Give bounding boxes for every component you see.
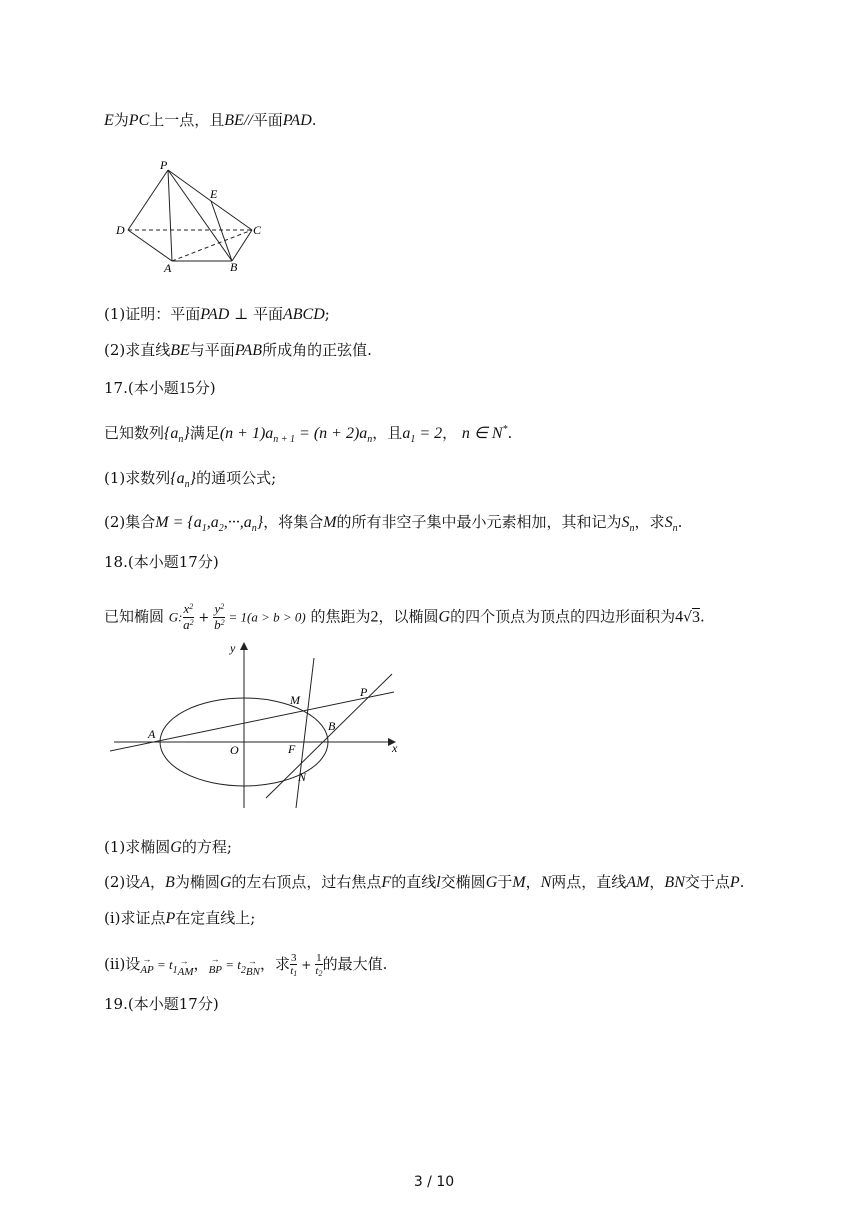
q18-sub-i bbox=[104, 908, 255, 929]
edge-PD bbox=[128, 170, 168, 230]
math-sub: n bbox=[178, 434, 184, 445]
math-sup: 2 bbox=[220, 602, 225, 611]
math-sub: n bbox=[251, 523, 257, 534]
text: ，以椭圆 bbox=[378, 607, 439, 626]
edge-PA bbox=[168, 170, 172, 261]
edge-EB bbox=[211, 201, 232, 261]
text: ; bbox=[324, 305, 330, 323]
text: . bbox=[700, 607, 705, 626]
math: G: bbox=[168, 609, 183, 625]
math-sup: 2 bbox=[189, 618, 194, 627]
fraction-1-t2 bbox=[315, 952, 323, 978]
math-sub: n + 1 bbox=[273, 434, 296, 445]
text: ，求 bbox=[634, 513, 665, 531]
math-var: ABCD bbox=[282, 306, 325, 323]
text: 的方程; bbox=[181, 838, 232, 856]
math: {a bbox=[170, 470, 185, 487]
text: 平面 bbox=[252, 305, 283, 323]
math: S bbox=[664, 514, 673, 531]
math-sub: 2 bbox=[218, 523, 224, 534]
text: (2)求直线 bbox=[104, 341, 171, 359]
sqrt-symbol: √ bbox=[683, 609, 693, 626]
text: (1)求椭圆 bbox=[104, 838, 171, 856]
math: b bbox=[214, 617, 221, 632]
text: (2)设 bbox=[104, 873, 141, 891]
text: 所成角的正弦值. bbox=[262, 341, 372, 359]
text: . bbox=[507, 424, 513, 442]
math: = 1(a > b > 0) bbox=[225, 609, 306, 625]
text: 已知椭圆 bbox=[104, 607, 165, 626]
q18-part2 bbox=[104, 872, 744, 893]
text: 于 bbox=[497, 873, 513, 891]
math-var: BE bbox=[170, 342, 190, 359]
math-var: F bbox=[381, 874, 392, 891]
math-sup: 2 bbox=[220, 618, 225, 627]
math: t bbox=[315, 965, 319, 977]
text: 已知数列 bbox=[104, 424, 165, 442]
math: t bbox=[290, 965, 294, 977]
text: ，求 bbox=[259, 955, 290, 973]
math: a bbox=[183, 617, 190, 632]
edge-PE bbox=[168, 170, 211, 201]
math-var: E bbox=[104, 112, 114, 129]
math: M = {a bbox=[155, 514, 202, 531]
text: 的最大值. bbox=[322, 955, 388, 973]
text: 的四个顶点为顶点的四边形面积为 bbox=[450, 607, 676, 626]
text: 交椭圆 bbox=[440, 873, 486, 891]
edge-PB bbox=[168, 170, 232, 261]
fraction-y2-b2 bbox=[213, 602, 225, 633]
ellipse-graph bbox=[110, 636, 410, 816]
math-sub: 2 bbox=[318, 969, 323, 978]
text: ，且 bbox=[372, 424, 403, 442]
math: {a bbox=[164, 425, 179, 442]
math: 4 bbox=[675, 608, 684, 626]
math-var: PAD bbox=[200, 306, 230, 323]
q16-part1 bbox=[104, 304, 330, 325]
vector-BP: → BP bbox=[209, 960, 222, 980]
label-A: A bbox=[164, 261, 172, 275]
text: 分) bbox=[197, 553, 219, 571]
math-sup: * bbox=[502, 424, 508, 435]
math: 2 bbox=[370, 608, 379, 626]
math-sub: n bbox=[367, 434, 373, 445]
text: . bbox=[739, 873, 745, 891]
text: 两点，直线 bbox=[551, 873, 627, 891]
math: S bbox=[621, 514, 630, 531]
math: n ∈ N bbox=[461, 425, 503, 442]
text: ， bbox=[525, 873, 541, 891]
math-var: BE// bbox=[224, 112, 253, 129]
text: 的通项公式; bbox=[196, 469, 277, 487]
math-sub: n bbox=[184, 479, 190, 490]
text: . bbox=[677, 513, 683, 531]
q19-header bbox=[104, 994, 219, 1014]
text: (1)求数列 bbox=[104, 469, 171, 487]
text: 17 bbox=[178, 553, 198, 571]
text: 18.(本小题 bbox=[104, 553, 179, 571]
math-var: M bbox=[512, 874, 526, 891]
math-var: PAB bbox=[234, 342, 263, 359]
text: 为椭圆 bbox=[174, 873, 220, 891]
text: ， bbox=[442, 424, 462, 442]
math: } bbox=[183, 425, 190, 442]
math-var: P bbox=[165, 910, 176, 927]
text: + bbox=[297, 958, 316, 972]
math: a bbox=[402, 425, 411, 442]
math-var: P bbox=[729, 874, 740, 891]
text: (ii)设 bbox=[104, 955, 141, 973]
line-BP bbox=[266, 674, 392, 798]
text: 平面 bbox=[252, 111, 283, 129]
text: ，将集合 bbox=[263, 513, 324, 531]
q17-part1 bbox=[104, 468, 276, 491]
text: ， bbox=[649, 873, 665, 891]
text: 的左右顶点，过右焦点 bbox=[231, 873, 382, 891]
fraction-x2-a2 bbox=[183, 602, 195, 633]
edge-BC bbox=[232, 230, 252, 261]
math-sub: 1 bbox=[293, 969, 298, 978]
math-var: G bbox=[219, 874, 232, 891]
math-var: PAD bbox=[282, 112, 312, 129]
pyramid-diagram bbox=[112, 158, 268, 276]
text: . bbox=[311, 111, 317, 129]
text: ⊥ bbox=[229, 305, 253, 323]
edge-EC bbox=[211, 201, 252, 230]
text: 交于点 bbox=[684, 873, 730, 891]
math-var: G bbox=[170, 839, 182, 856]
vector-AM: → AM bbox=[178, 962, 194, 982]
math: 3 bbox=[290, 952, 297, 964]
line-l bbox=[296, 658, 314, 808]
math: (n + 1)a bbox=[219, 425, 274, 442]
math: } bbox=[256, 514, 264, 531]
text: 的所有非空子集中最小元素相加，其和记为 bbox=[336, 513, 622, 531]
math: = 2 bbox=[415, 425, 443, 442]
math: y bbox=[214, 601, 221, 616]
math-sub: n bbox=[629, 523, 635, 534]
math: = t bbox=[222, 957, 241, 972]
text: 上一点，且 bbox=[149, 111, 225, 129]
vector-BN: → BN bbox=[246, 962, 260, 982]
label-y: y bbox=[230, 641, 236, 655]
math-var: G bbox=[485, 874, 498, 891]
edge-AC-dashed bbox=[172, 230, 252, 261]
math: x bbox=[183, 601, 190, 616]
text: (2)集合 bbox=[104, 513, 156, 531]
label-P: P bbox=[160, 158, 168, 172]
math-var: AM bbox=[626, 874, 650, 891]
math-var: M bbox=[323, 514, 337, 531]
text: 17.(本小题 bbox=[104, 379, 179, 397]
label-M: M bbox=[290, 693, 300, 707]
text: 在定直线上; bbox=[175, 909, 256, 927]
vector-AP: → AP bbox=[140, 960, 153, 980]
math-var: BN bbox=[664, 874, 685, 891]
math: 1 bbox=[316, 952, 322, 964]
math: ,a bbox=[206, 514, 219, 531]
text: 满足 bbox=[189, 424, 220, 442]
intro-line bbox=[104, 110, 317, 131]
math: = (n + 2)a bbox=[295, 425, 368, 442]
text: 的直线 bbox=[391, 873, 437, 891]
math-sub: 1 bbox=[201, 523, 207, 534]
math: ,···,a bbox=[223, 514, 252, 531]
text: ， bbox=[150, 873, 166, 891]
text: 19.(本小题 bbox=[104, 995, 179, 1013]
edge-DA bbox=[128, 230, 172, 261]
q18-sub-ii bbox=[104, 952, 387, 982]
math: 3 bbox=[692, 608, 701, 626]
math-sub: 2 bbox=[240, 965, 246, 976]
text: ， bbox=[193, 955, 209, 973]
q17-part2 bbox=[104, 512, 682, 535]
label-C: C bbox=[253, 223, 262, 237]
label-N: N bbox=[298, 770, 307, 784]
label-F: F bbox=[288, 742, 296, 756]
label-A: A bbox=[148, 727, 156, 741]
text: (1)证明：平面 bbox=[104, 305, 201, 323]
text: 的焦距为 bbox=[310, 607, 371, 626]
label-x: x bbox=[392, 741, 398, 755]
text: 分) bbox=[197, 995, 219, 1013]
text: 17 bbox=[178, 995, 198, 1013]
text: 为 bbox=[113, 111, 129, 129]
text: 分) bbox=[194, 379, 216, 397]
q16-part2 bbox=[104, 340, 372, 361]
label-P: P bbox=[360, 685, 368, 699]
label-B: B bbox=[328, 719, 336, 733]
q18-given: 已知椭圆 G: $\frac{x^2}{a^2}$ + $\frac{y^2}{b^2}$ = 1(a > b > 0) 的焦距为2，以椭圆G的四个顶点为顶点的四边形面积为4√3. bbox=[104, 601, 705, 632]
label-O: O bbox=[230, 743, 239, 757]
math-var: PC bbox=[128, 112, 150, 129]
math-sub: 1 bbox=[410, 434, 416, 445]
label-D: D bbox=[116, 223, 125, 237]
math-var: l bbox=[436, 874, 441, 891]
label-E: E bbox=[210, 187, 218, 201]
math: = t bbox=[153, 957, 173, 972]
math-var: B bbox=[165, 874, 175, 891]
q17-given bbox=[104, 423, 512, 446]
math-var: 15 bbox=[178, 380, 195, 397]
label-B: B bbox=[230, 260, 238, 274]
math-sub: n bbox=[672, 523, 678, 534]
q18-part1 bbox=[104, 837, 232, 858]
math-var: N bbox=[540, 874, 552, 891]
page-number: 3 / 10 bbox=[413, 1174, 455, 1190]
math-var: A bbox=[140, 874, 151, 891]
q18-header bbox=[104, 552, 219, 572]
text: 与平面 bbox=[189, 341, 235, 359]
text: (i)求证点 bbox=[104, 909, 166, 927]
math-sup: 2 bbox=[189, 602, 194, 611]
q17-header bbox=[104, 378, 216, 399]
math-var: G bbox=[438, 608, 451, 626]
math-sub: 1 bbox=[172, 965, 178, 976]
math: } bbox=[189, 470, 197, 487]
